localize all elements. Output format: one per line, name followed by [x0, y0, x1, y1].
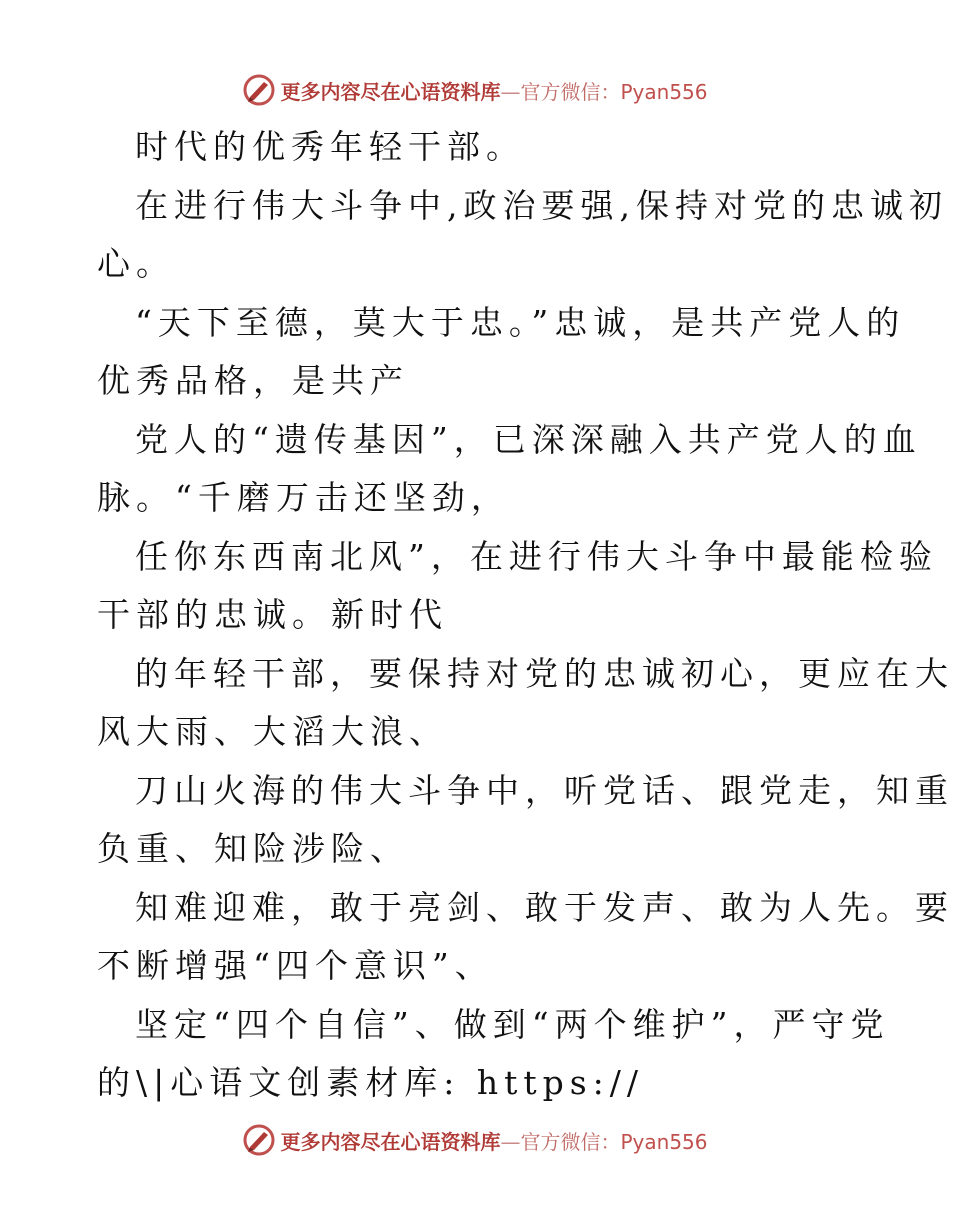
watermark-separator: —	[500, 1129, 521, 1154]
pen-logo-icon	[242, 1123, 276, 1157]
watermark-official: 官方微信：	[520, 79, 621, 104]
watermark-wechat-id: Pyan556	[620, 1129, 708, 1154]
text-line: 心。	[97, 244, 175, 283]
text-line: 任你东西南北风”，在进行伟大斗争中最能检验	[135, 536, 938, 576]
text-line: 刀山火海的伟大斗争中，听党话、跟党走，知重	[135, 770, 954, 810]
text-line: 坚定“四个自信”、做到“两个维护”，严守党	[135, 1004, 890, 1044]
document-body	[97, 118, 954, 1113]
text-line: 的\|心语文创素材库: https://	[97, 1063, 645, 1102]
text-line: “天下至德，莫大于忠。”忠诚，是共产党人的	[135, 302, 906, 342]
text-line: 风大雨、大滔大浪、	[97, 712, 448, 751]
watermark-wechat-id: Pyan556	[620, 79, 708, 104]
watermark-brand: 更多内容尽在心语资料库	[280, 79, 501, 104]
watermark-separator: —	[500, 79, 521, 104]
text-line: 党人的“遗传基因”，已深深融入共产党人的血	[135, 419, 922, 459]
text-line: 的年轻干部，要保持对党的忠诚初心，更应在大	[135, 653, 954, 693]
watermark-official: 官方微信：	[520, 1129, 621, 1154]
text-line: 在进行伟大斗争中,政治要强,保持对党的忠诚初	[135, 185, 948, 225]
pen-logo-icon	[242, 73, 276, 107]
text-line: 干部的忠诚。新时代	[97, 595, 448, 634]
text-line: 知难迎难，敢于亮剑、敢于发声、敢为人先。要	[135, 887, 954, 927]
watermark-text	[280, 1126, 707, 1155]
header-watermark	[0, 70, 950, 110]
watermark-text	[280, 76, 707, 105]
text-line: 优秀品格，是共产	[97, 361, 409, 400]
footer-watermark	[0, 1120, 950, 1160]
text-line: 负重、知险涉险、	[97, 829, 409, 868]
text-line: 不断增强“四个意识”、	[97, 946, 494, 985]
watermark-brand: 更多内容尽在心语资料库	[280, 1129, 501, 1154]
text-line: 脉。“千磨万击还坚劲，	[97, 478, 510, 517]
text-line: 时代的优秀年轻干部。	[135, 127, 525, 166]
